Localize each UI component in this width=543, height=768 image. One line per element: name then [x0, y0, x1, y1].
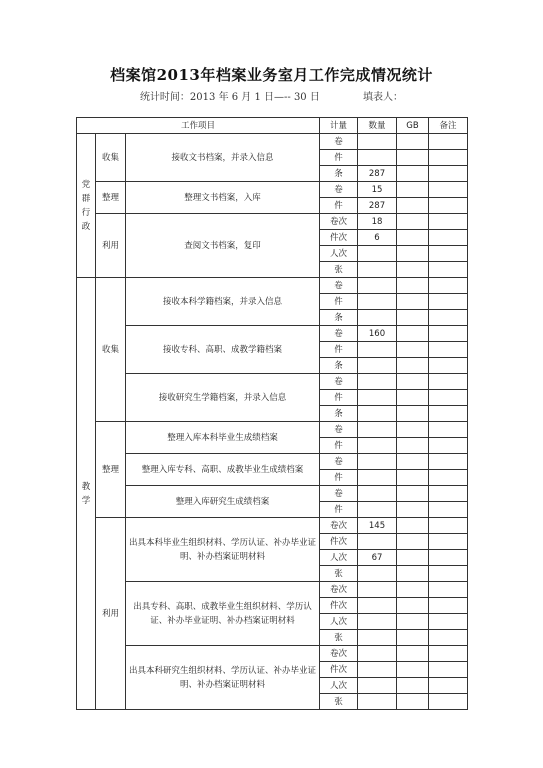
note-cell	[429, 374, 468, 390]
note-cell	[429, 662, 468, 678]
count-cell	[358, 614, 397, 630]
count-cell	[358, 278, 397, 294]
count-cell	[358, 390, 397, 406]
count-cell	[358, 694, 397, 710]
work-item: 出具本科毕业生组织材料、学历认证、补办毕业证明、补办档案证明材料	[126, 518, 320, 582]
note-cell	[429, 182, 468, 198]
unit-cell: 件	[320, 150, 358, 166]
gb-cell	[397, 582, 429, 598]
gb-cell	[397, 470, 429, 486]
gb-cell	[397, 262, 429, 278]
work-item: 查阅文书档案，复印	[126, 214, 320, 278]
unit-cell: 件	[320, 470, 358, 486]
note-cell	[429, 422, 468, 438]
count-cell	[358, 294, 397, 310]
count-cell: 145	[358, 518, 397, 534]
work-item: 整理文书档案，入库	[126, 182, 320, 214]
count-cell	[358, 374, 397, 390]
note-cell	[429, 150, 468, 166]
gb-cell	[397, 422, 429, 438]
gb-cell	[397, 294, 429, 310]
note-cell	[429, 598, 468, 614]
count-cell: 287	[358, 166, 397, 182]
unit-cell: 张	[320, 694, 358, 710]
count-cell	[358, 310, 397, 326]
gb-cell	[397, 214, 429, 230]
count-cell: 67	[358, 550, 397, 566]
unit-cell: 卷	[320, 278, 358, 294]
unit-cell: 条	[320, 406, 358, 422]
gb-cell	[397, 454, 429, 470]
work-item: 整理入库研究生成绩档案	[126, 486, 320, 518]
unit-cell: 人次	[320, 614, 358, 630]
unit-cell: 条	[320, 358, 358, 374]
unit-cell: 件	[320, 390, 358, 406]
statistics-table	[76, 117, 468, 710]
unit-cell: 卷	[320, 182, 358, 198]
gb-cell	[397, 694, 429, 710]
unit-cell: 卷次	[320, 214, 358, 230]
table-row	[77, 582, 468, 598]
gb-cell	[397, 566, 429, 582]
gb-cell	[397, 342, 429, 358]
document-title: 档案馆2013年档案业务室月工作完成情况统计	[110, 66, 433, 84]
table-row	[77, 278, 468, 294]
unit-cell: 张	[320, 262, 358, 278]
table-row	[77, 422, 468, 438]
gb-cell	[397, 198, 429, 214]
table-row	[77, 486, 468, 502]
note-cell	[429, 326, 468, 342]
gb-cell	[397, 278, 429, 294]
count-cell	[358, 566, 397, 582]
gb-cell	[397, 326, 429, 342]
unit-cell: 卷	[320, 422, 358, 438]
unit-cell: 件	[320, 342, 358, 358]
unit-cell: 件	[320, 438, 358, 454]
count-cell	[358, 438, 397, 454]
note-cell	[429, 534, 468, 550]
work-item: 接收文书档案，并录入信息	[126, 134, 320, 182]
unit-cell: 人次	[320, 550, 358, 566]
count-cell	[358, 470, 397, 486]
count-cell	[358, 406, 397, 422]
gb-cell	[397, 182, 429, 198]
unit-cell: 张	[320, 630, 358, 646]
note-cell	[429, 518, 468, 534]
unit-cell: 件	[320, 294, 358, 310]
unit-cell: 卷	[320, 374, 358, 390]
count-cell	[358, 678, 397, 694]
note-cell	[429, 198, 468, 214]
note-cell	[429, 230, 468, 246]
work-item: 接收研究生学籍档案，并录入信息	[126, 374, 320, 422]
table-row	[77, 182, 468, 198]
gb-cell	[397, 310, 429, 326]
count-cell	[358, 150, 397, 166]
work-item: 出具专科、高职、成教毕业生组织材料、学历认证、补办毕业证明、补办档案证明材料	[126, 582, 320, 646]
gb-cell	[397, 678, 429, 694]
note-cell	[429, 646, 468, 662]
table-row	[77, 646, 468, 662]
count-cell	[358, 246, 397, 262]
note-cell	[429, 358, 468, 374]
gb-cell	[397, 662, 429, 678]
unit-cell: 卷次	[320, 646, 358, 662]
section-label-dang: 党 群 行 政	[77, 134, 96, 278]
unit-cell: 条	[320, 310, 358, 326]
work-item: 整理入库本科毕业生成绩档案	[126, 422, 320, 454]
note-cell	[429, 550, 468, 566]
category-label-dang-arrange: 整理	[96, 182, 126, 214]
note-cell	[429, 390, 468, 406]
count-cell	[358, 598, 397, 614]
note-cell	[429, 454, 468, 470]
note-cell	[429, 406, 468, 422]
gb-cell	[397, 438, 429, 454]
work-item: 出具本科研究生组织材料、学历认证、补办毕业证明、补办档案证明材料	[126, 646, 320, 710]
gb-cell	[397, 550, 429, 566]
count-cell	[358, 630, 397, 646]
section-label-teach: 教 学	[77, 278, 96, 710]
note-cell	[429, 438, 468, 454]
count-cell	[358, 582, 397, 598]
table-row	[77, 134, 468, 150]
table-row	[77, 454, 468, 470]
unit-cell: 件次	[320, 534, 358, 550]
count-cell: 160	[358, 326, 397, 342]
unit-cell: 卷	[320, 486, 358, 502]
header-item: 工作项目	[77, 118, 320, 134]
note-cell	[429, 294, 468, 310]
gb-cell	[397, 134, 429, 150]
category-label-teach-collect: 收集	[96, 278, 126, 422]
unit-cell: 卷次	[320, 582, 358, 598]
table-row	[77, 518, 468, 534]
table-row	[77, 374, 468, 390]
gb-cell	[397, 374, 429, 390]
gb-cell	[397, 518, 429, 534]
unit-cell: 人次	[320, 678, 358, 694]
work-item: 接收本科学籍档案，并录入信息	[126, 278, 320, 326]
note-cell	[429, 262, 468, 278]
unit-cell: 件	[320, 502, 358, 518]
table-row	[77, 326, 468, 342]
count-cell	[358, 646, 397, 662]
note-cell	[429, 214, 468, 230]
header-count: 数量	[358, 118, 397, 134]
note-cell	[429, 278, 468, 294]
unit-cell: 卷	[320, 134, 358, 150]
work-item: 整理入库专科、高职、成教毕业生成绩档案	[126, 454, 320, 486]
gb-cell	[397, 246, 429, 262]
note-cell	[429, 678, 468, 694]
gb-cell	[397, 358, 429, 374]
unit-cell: 人次	[320, 246, 358, 262]
unit-cell: 条	[320, 166, 358, 182]
gb-cell	[397, 630, 429, 646]
count-cell	[358, 486, 397, 502]
gb-cell	[397, 502, 429, 518]
filler-label: 填表人：	[363, 92, 404, 103]
count-cell: 287	[358, 198, 397, 214]
note-cell	[429, 166, 468, 182]
note-cell	[429, 582, 468, 598]
note-cell	[429, 486, 468, 502]
gb-cell	[397, 150, 429, 166]
note-cell	[429, 502, 468, 518]
count-cell: 6	[358, 230, 397, 246]
note-cell	[429, 134, 468, 150]
work-item: 接收专科、高职、成教学籍档案	[126, 326, 320, 374]
category-label-teach-use: 利用	[96, 518, 126, 710]
note-cell	[429, 566, 468, 582]
note-cell	[429, 694, 468, 710]
unit-cell: 张	[320, 566, 358, 582]
count-cell	[358, 134, 397, 150]
header-unit: 计量	[320, 118, 358, 134]
count-cell	[358, 534, 397, 550]
note-cell	[429, 614, 468, 630]
gb-cell	[397, 166, 429, 182]
count-cell	[358, 422, 397, 438]
count-cell	[358, 662, 397, 678]
count-cell	[358, 342, 397, 358]
gb-cell	[397, 534, 429, 550]
unit-cell: 件次	[320, 598, 358, 614]
unit-cell: 件	[320, 198, 358, 214]
unit-cell: 卷	[320, 454, 358, 470]
note-cell	[429, 470, 468, 486]
gb-cell	[397, 390, 429, 406]
unit-cell: 卷次	[320, 518, 358, 534]
category-label-teach-arrange: 整理	[96, 422, 126, 518]
count-cell: 15	[358, 182, 397, 198]
gb-cell	[397, 646, 429, 662]
header-gb: GB	[397, 118, 429, 134]
count-cell: 18	[358, 214, 397, 230]
category-label-dang-use: 利用	[96, 214, 126, 278]
count-cell	[358, 454, 397, 470]
count-cell	[358, 358, 397, 374]
gb-cell	[397, 230, 429, 246]
statistics-period: 统计时间：2013 年 6 月 1 日—-- 30 日	[139, 92, 320, 103]
note-cell	[429, 342, 468, 358]
note-cell	[429, 630, 468, 646]
unit-cell: 件次	[320, 230, 358, 246]
table-row	[77, 214, 468, 230]
count-cell	[358, 262, 397, 278]
gb-cell	[397, 406, 429, 422]
count-cell	[358, 502, 397, 518]
gb-cell	[397, 614, 429, 630]
note-cell	[429, 310, 468, 326]
note-cell	[429, 246, 468, 262]
header-row	[77, 118, 468, 134]
unit-cell: 件次	[320, 662, 358, 678]
unit-cell: 卷	[320, 326, 358, 342]
header-note: 备注	[429, 118, 468, 134]
gb-cell	[397, 486, 429, 502]
category-label-dang-collect: 收集	[96, 134, 126, 182]
document-subtitle	[0, 88, 543, 103]
gb-cell	[397, 598, 429, 614]
